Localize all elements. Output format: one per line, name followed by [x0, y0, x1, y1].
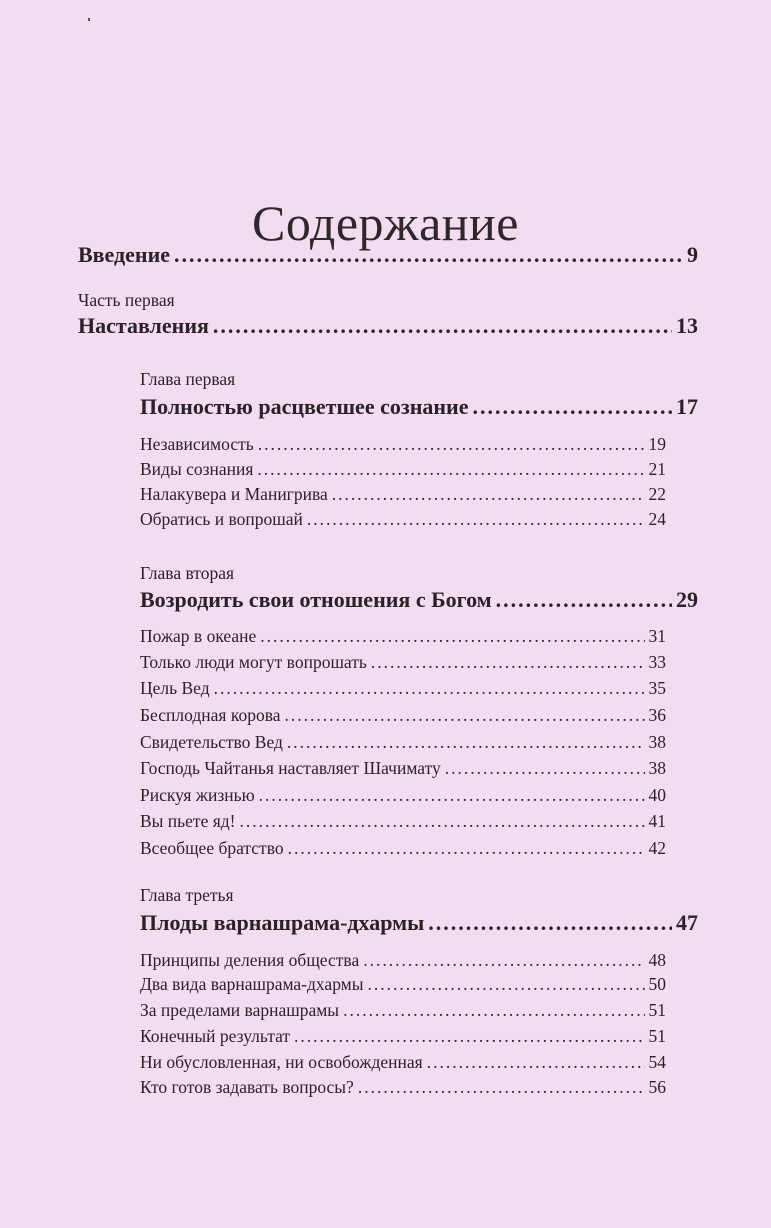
- dot-leader: [240, 811, 645, 832]
- toc-entry[interactable]: [140, 811, 666, 832]
- dot-leader: [368, 974, 645, 995]
- entry-page: 31: [648, 626, 666, 646]
- dot-leader: [294, 1026, 644, 1047]
- entry-title: Бесплодная корова: [140, 705, 281, 725]
- dot-leader: [307, 509, 645, 530]
- toc-entry[interactable]: [140, 1026, 666, 1047]
- toc-entry[interactable]: [140, 758, 666, 779]
- dot-leader: [427, 1052, 645, 1073]
- entry-page: 51: [648, 1000, 666, 1020]
- scan-speck: [88, 18, 90, 21]
- entry-title: Два вида варнашрама-дхармы: [140, 974, 364, 994]
- dot-leader: [285, 705, 645, 726]
- entry-title: Ни обусловленная, ни освобожденная: [140, 1052, 423, 1072]
- entry-page: 35: [648, 678, 666, 698]
- entry-page: 29: [676, 587, 698, 612]
- toc-entry[interactable]: [140, 705, 666, 726]
- entry-title: Пожар в океане: [140, 626, 257, 646]
- toc-entry-chapter[interactable]: [140, 587, 698, 613]
- entry-page: 33: [648, 652, 666, 672]
- chapter-label: Глава первая: [140, 369, 236, 389]
- entry-page: 40: [648, 785, 666, 805]
- toc-entry[interactable]: [140, 785, 666, 806]
- toc-entry[interactable]: [140, 974, 666, 995]
- entry-title: Только люди могут вопрошать: [140, 652, 367, 672]
- entry-page: 24: [648, 509, 666, 529]
- toc-entry[interactable]: [140, 732, 666, 753]
- part-label: Часть первая: [78, 290, 175, 310]
- toc-entry[interactable]: [140, 509, 666, 530]
- dot-leader: [257, 459, 644, 480]
- dot-leader: [428, 910, 672, 936]
- entry-page: 41: [648, 811, 666, 831]
- dot-leader: [363, 950, 644, 971]
- entry-page: 13: [676, 313, 698, 338]
- entry-page: 54: [648, 1052, 666, 1072]
- entry-page: 17: [676, 394, 698, 419]
- toc-entry[interactable]: [140, 434, 666, 455]
- toc-entry-chapter[interactable]: [140, 910, 698, 936]
- toc-entry[interactable]: [140, 838, 666, 859]
- entry-title: Возродить свои отношения с Богом: [140, 587, 492, 612]
- entry-title: Независимость: [140, 434, 254, 454]
- entry-page: 50: [648, 974, 666, 994]
- dot-leader: [213, 313, 672, 339]
- entry-page: 22: [648, 484, 666, 504]
- toc-entry-intro[interactable]: [78, 242, 698, 268]
- page-title: Содержание: [252, 194, 519, 251]
- entry-title: Обратись и вопрошай: [140, 509, 303, 529]
- toc-entry[interactable]: [140, 1052, 666, 1073]
- dot-leader: [358, 1077, 645, 1098]
- entry-title: Принципы деления общества: [140, 950, 360, 970]
- entry-title: Вы пьете яд!: [140, 811, 236, 831]
- entry-title: Полностью расцветшее сознание: [140, 394, 469, 419]
- entry-page: 19: [648, 434, 666, 454]
- toc-entry[interactable]: [140, 459, 666, 480]
- dot-leader: [214, 678, 645, 699]
- entry-page: 36: [648, 705, 666, 725]
- toc-entry[interactable]: [140, 652, 666, 673]
- entry-page: 38: [648, 758, 666, 778]
- entry-page: 47: [676, 910, 698, 935]
- dot-leader: [496, 587, 672, 613]
- entry-page: 38: [648, 732, 666, 752]
- chapter-label: Глава вторая: [140, 563, 235, 583]
- toc-entry[interactable]: [140, 678, 666, 699]
- toc-entry[interactable]: [140, 484, 666, 505]
- dot-leader: [259, 785, 645, 806]
- dot-leader: [174, 242, 683, 268]
- chapter-label: Глава третья: [140, 885, 234, 905]
- entry-title: Господь Чайтанья наставляет Шачимату: [140, 758, 441, 778]
- toc-entry[interactable]: [140, 1000, 666, 1021]
- toc-entry[interactable]: [140, 626, 666, 647]
- entry-title: Всеобщее братство: [140, 838, 284, 858]
- toc-entry[interactable]: [140, 950, 666, 971]
- toc-entry-part[interactable]: [78, 313, 698, 339]
- dot-leader: [371, 652, 645, 673]
- entry-title: За пределами варнашрамы: [140, 1000, 340, 1020]
- dot-leader: [258, 434, 645, 455]
- entry-title: Виды сознания: [140, 459, 254, 479]
- entry-page: 56: [648, 1077, 666, 1097]
- entry-page: 48: [648, 950, 666, 970]
- dot-leader: [287, 732, 645, 753]
- dot-leader: [260, 626, 644, 647]
- entry-title: Свидетельство Вед: [140, 732, 283, 752]
- dot-leader: [343, 1000, 644, 1021]
- entry-title: Налакувера и Манигрива: [140, 484, 328, 504]
- dot-leader: [445, 758, 645, 779]
- toc-entry[interactable]: [140, 1077, 666, 1098]
- entry-page: 42: [648, 838, 666, 858]
- entry-title: Кто готов задавать вопросы?: [140, 1077, 354, 1097]
- entry-title: Рискуя жизнью: [140, 785, 255, 805]
- dot-leader: [332, 484, 645, 505]
- entry-page: 9: [687, 242, 698, 267]
- entry-title: Цель Вед: [140, 678, 210, 698]
- dot-leader: [473, 394, 673, 420]
- entry-title: Наставления: [78, 313, 209, 338]
- entry-title: Введение: [78, 242, 171, 267]
- entry-title: Плоды варнашрама-дхармы: [140, 910, 425, 935]
- entry-page: 51: [648, 1026, 666, 1046]
- entry-title: Конечный результат: [140, 1026, 291, 1046]
- toc-entry-chapter[interactable]: [140, 394, 698, 420]
- dot-leader: [288, 838, 645, 859]
- entry-page: 21: [648, 459, 666, 479]
